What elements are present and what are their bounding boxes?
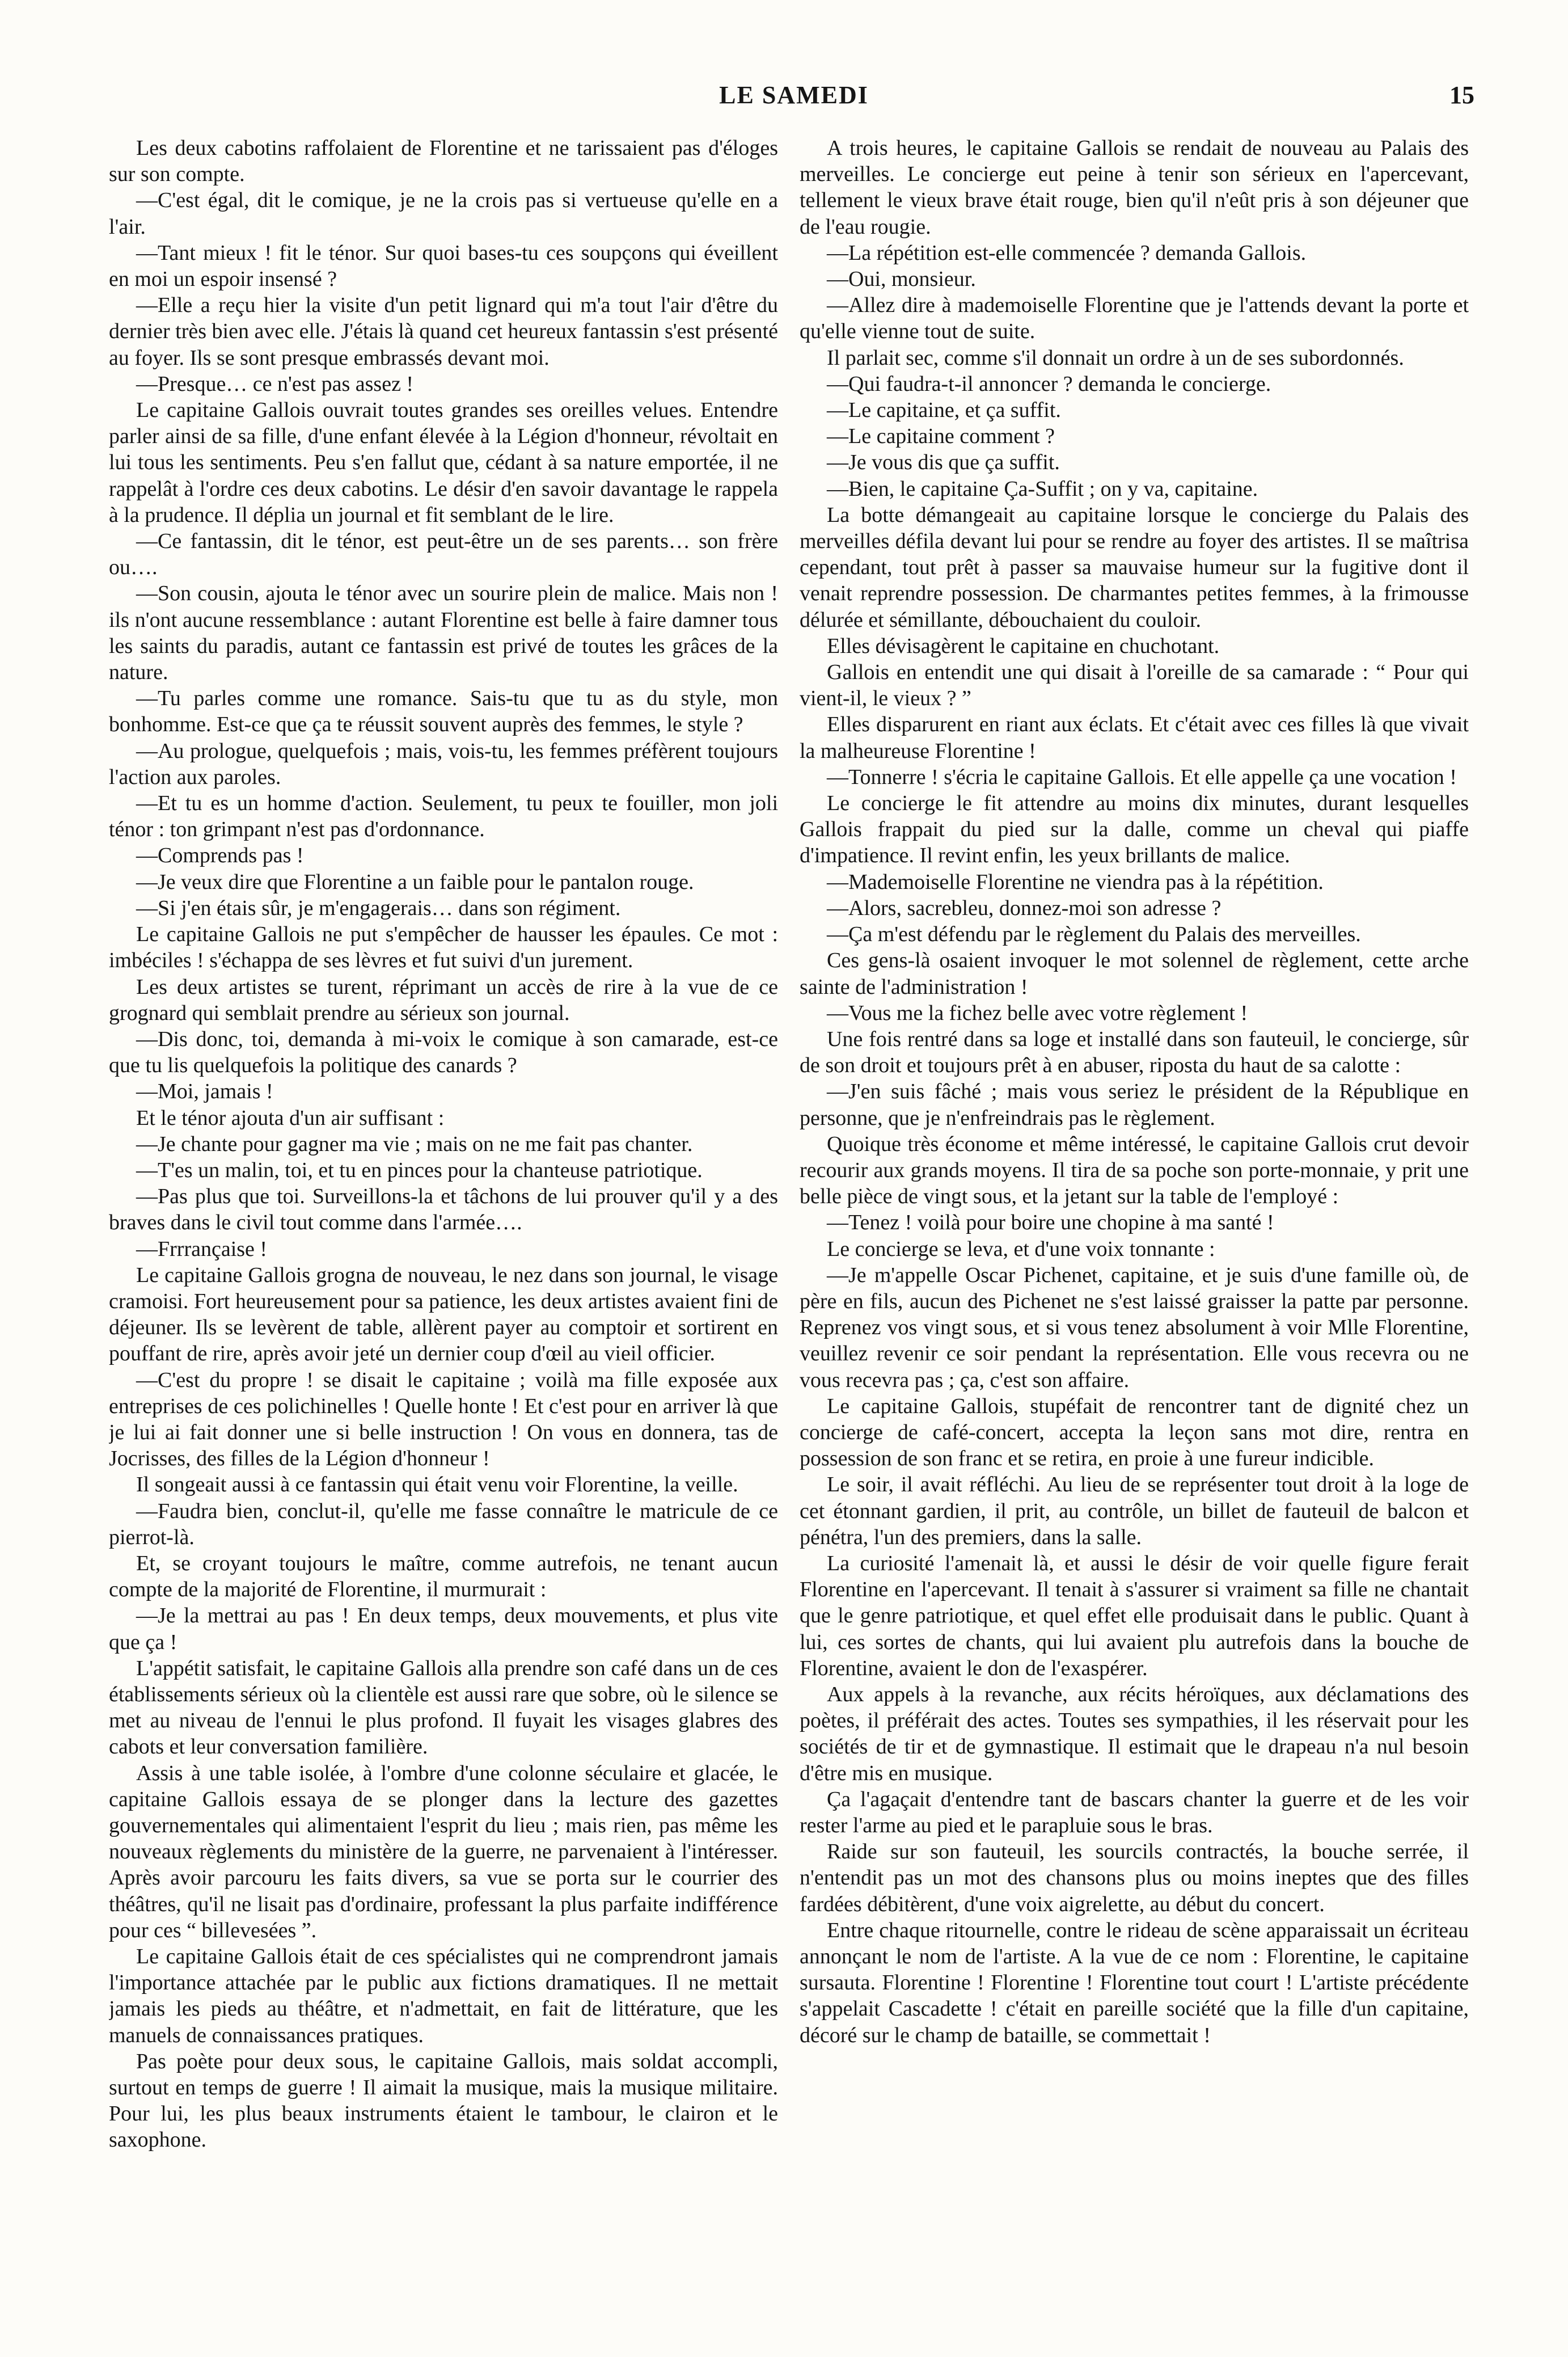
paragraph: —Mademoiselle Florentine ne viendra pas à la répétition. — [827, 870, 1324, 894]
paragraph: Le concierge le fit attendre au moins dix minutes, durant lesquelles Gallois frappait du pied sur la dalle, comme un cheval qui piaffe d'impatience. Il revint enfin, les yeux brillants de malice. — [800, 791, 1469, 868]
paragraph: Le capitaine Gallois était de ces spécialistes qui ne comprendront jamais l'importance attachée par le public aux fictions dramatiques. Il ne mettait jamais les pieds au théâtre, et n'admettait, en fait de littérature, que les manuels de connaissances pratiques. — [109, 1945, 778, 2047]
paragraph: —Bien, le capitaine Ça-Suffit ; on y va, capitaine. — [827, 477, 1258, 501]
paragraph: —C'est du propre ! se disait le capitaine ; voilà ma fille exposée aux entreprises de ces polichinelles ! Quelle honte ! Et c'est pour en arriver là que je lui ai fait donner une si belle instruction ! On vous en donnera, tas de Jocrisses, des filles de la Légion d'honneur ! — [109, 1368, 778, 1471]
paragraph: —Dis donc, toi, demanda à mi-voix le comique à son camarade, est-ce que tu lis quelquefois la politique des canards ? — [109, 1027, 778, 1078]
left-column — [109, 135, 778, 2228]
paragraph: —Oui, monsieur. — [827, 267, 976, 292]
paragraph: Le concierge se leva, et d'une voix tonnante : — [827, 1237, 1215, 1261]
paragraph: L'appétit satisfait, le capitaine Gallois alla prendre son café dans un de ces établissements sérieux où la clientèle est aussi rare que sobre, où le silence se met au niveau de l'ennui le plus profond. Il fuyait les visages glabres des cabots et leur conversation familière. — [109, 1656, 778, 1759]
paragraph: —Tant mieux ! fit le ténor. Sur quoi bases-tu ces soupçons qui éveillent en moi un espoir insensé ? — [109, 241, 778, 292]
paragraph: —Je chante pour gagner ma vie ; mais on ne me fait pas chanter. — [136, 1132, 693, 1156]
paragraph: Il songeait aussi à ce fantassin qui était venu voir Florentine, la veille. — [136, 1473, 738, 1497]
paragraph: —Faudra bien, conclut-il, qu'elle me fasse connaître le matricule de ce pierrot-là. — [109, 1499, 778, 1549]
paragraph: Gallois en entendit une qui disait à l'oreille de sa camarade : “ Pour qui vient-il, le vieux ? ” — [800, 660, 1469, 711]
page-title: LE SAMEDI — [719, 81, 869, 109]
paragraph: Le capitaine Gallois grogna de nouveau, le nez dans son journal, le visage cramoisi. Fort heureusement pour sa patience, les deux artistes avaient fini de déjeuner. Ils se levèrent de table, allèrent payer au comptoir et sortirent en pouffant de rire, après avoir jeté un dernier coup d'œil au vieil officier. — [109, 1263, 778, 1366]
paragraph: Ces gens-là osaient invoquer le mot solennel de règlement, cette arche sainte de l'administration ! — [800, 948, 1469, 999]
paragraph: Entre chaque ritournelle, contre le rideau de scène apparaissait un écriteau annonçant le nom de l'artiste. A la vue de ce nom : Florentine, le capitaine sursauta. Florentine ! Florentine ! Florentine tout court ! L'artiste précédente s'appelait Cascadette ! c'était en pareille société que la fille d'un capitaine, décoré sur le champ de bataille, se commettait ! — [800, 1918, 1469, 2047]
paragraph: —Presque… ce n'est pas assez ! — [136, 372, 414, 396]
paragraph: —Si j'en étais sûr, je m'engagerais… dans son régiment. — [136, 896, 621, 920]
paragraph: Raide sur son fauteuil, les sourcils contractés, la bouche serrée, il n'entendit pas un mot des chansons plus ou moins ineptes que des filles fardées débitèrent, d'une voix aigrelette, au début du concert. — [800, 1840, 1469, 1916]
paragraph: —La répétition est-elle commencée ? demanda Gallois. — [827, 241, 1307, 265]
paragraph: Il parlait sec, comme s'il donnait un ordre à un de ses subordonnés. — [827, 345, 1404, 370]
paragraph: —Elle a reçu hier la visite d'un petit lignard qui m'a tout l'air d'être du dernier très bien avec elle. J'étais là quand cet heureux fantassin s'est présenté au foyer. Ils se sont presque embrassés devant moi. — [109, 293, 778, 370]
paragraph: —Moi, jamais ! — [136, 1080, 273, 1104]
paragraph: Le capitaine Gallois, stupéfait de rencontrer tant de dignité chez un concierge de café-concert, accepta la leçon sans mot dire, rentra en possession de son franc et se retira, en proie à une fureur indicible. — [800, 1394, 1469, 1471]
paragraph: Le soir, il avait réfléchi. Au lieu de se représenter tout droit à la loge de cet étonnant gardien, il prit, au contrôle, un billet de fauteuil de balcon et pénétra, l'un des premiers, dans la salle. — [800, 1473, 1469, 1549]
paragraph: Et, se croyant toujours le maître, comme autrefois, ne tenant aucun compte de la majorité de Florentine, il murmurait : — [109, 1551, 778, 1602]
paragraph: —Qui faudra-t-il annoncer ? demanda le concierge. — [827, 372, 1271, 396]
paragraph: Une fois rentré dans sa loge et installé dans son fauteuil, le concierge, sûr de son droit et toujours prêt à en abuser, riposta du haut de sa calotte : — [800, 1027, 1469, 1078]
paragraph: —Tenez ! voilà pour boire une chopine à ma santé ! — [827, 1211, 1274, 1235]
paragraph: —Je la mettrai au pas ! En deux temps, deux mouvements, et plus vite que ça ! — [109, 1604, 778, 1654]
page-number: 15 — [1449, 81, 1474, 109]
paragraph: Et le ténor ajouta d'un air suffisant : — [136, 1106, 445, 1130]
paragraph: —J'en suis fâché ; mais vous seriez le président de la République en personne, que je n'enfreindrais pas le règlement. — [800, 1080, 1469, 1130]
paragraph: Elles dévisagèrent le capitaine en chuchotant. — [827, 634, 1220, 658]
paragraph: —Son cousin, ajouta le ténor avec un sourire plein de malice. Mais non ! ils n'ont aucune ressemblance : autant Florentine est belle à faire damner tous les saints du paradis, autant ce fantassin est privé de toutes les grâces de la nature. — [109, 581, 778, 685]
right-column — [800, 135, 1469, 2101]
paragraph: —Alors, sacrebleu, donnez-moi son adresse ? — [827, 896, 1222, 920]
paragraph: Assis à une table isolée, à l'ombre d'une colonne séculaire et glacée, le capitaine Gallois essaya de se plonger dans la lecture des gazettes gouvernementales qui alimentaient l'esprit du lieu ; mais rien, pas même les nouveaux règlements du ministère de la guerre, ne parvenaient à l'intéresser. Après avoir parcouru les faits divers, sa vue se porta sur le courrier des théâtres, qu'il ne lisait pas d'ordinaire, professant la plus parfaite indifférence pour ces “ billevesées ”. — [109, 1761, 778, 1942]
paragraph: Elles disparurent en riant aux éclats. Et c'était avec ces filles là que vivait la malheureuse Florentine ! — [800, 712, 1469, 763]
paragraph: —Je veux dire que Florentine a un faible pour le pantalon rouge. — [136, 870, 694, 894]
paragraph: Les deux cabotins raffolaient de Florentine et ne tarissaient pas d'éloges sur son compte. — [109, 136, 778, 187]
paragraph: —Ce fantassin, dit le ténor, est peut-être un de ses parents… son frère ou…. — [109, 529, 778, 580]
paragraph: —Le capitaine comment ? — [827, 424, 1055, 449]
paragraph: —C'est égal, dit le comique, je ne la crois pas si vertueuse qu'elle en a l'air. — [109, 188, 778, 239]
paragraph: La curiosité l'amenait là, et aussi le désir de voir quelle figure ferait Florentine en l'apercevant. Il tenait à s'assurer si vraiment sa fille ne chantait que le genre patriotique, et quel effet elle produisait dans le public. Quant à lui, ces sortes de chants, qui lui avaient plu autrefois dans la bouche de Florentine, avaient le don de l'exaspérer. — [800, 1551, 1469, 1680]
paragraph: —Je vous dis que ça suffit. — [827, 450, 1060, 475]
paragraph: —Comprends pas ! — [136, 844, 304, 868]
paragraph: —Frrrançaise ! — [136, 1237, 268, 1261]
paragraph: A trois heures, le capitaine Gallois se rendait de nouveau au Palais des merveilles. Le concierge eut peine à tenir son sérieux en l'apercevant, tellement le vieux brave était rouge, bien qu'il n'eût pris à son déjeuner que de l'eau rougie. — [800, 136, 1469, 239]
paragraph: —Vous me la fichez belle avec votre règlement ! — [827, 1001, 1248, 1025]
paragraph: Les deux artistes se turent, réprimant un accès de rire à la vue de ce grognard qui semblait prendre au sérieux son journal. — [109, 975, 778, 1025]
paragraph: —Allez dire à mademoiselle Florentine que je l'attends devant la porte et qu'elle vienne tout de suite. — [800, 293, 1469, 344]
paragraph: —T'es un malin, toi, et tu en pinces pour la chanteuse patriotique. — [136, 1158, 703, 1182]
paragraph: —Ça m'est défendu par le règlement du Palais des merveilles. — [827, 922, 1361, 947]
paragraph: —Et tu es un homme d'action. Seulement, tu peux te fouiller, mon joli ténor : ton grimpant n'est pas d'ordonnance. — [109, 791, 778, 842]
paragraph: Aux appels à la revanche, aux récits héroïques, aux déclamations des poètes, il préférait des actes. Toutes ses sympathies, il les réservait pour les sociétés de tir et de gymnastique. Il estimait que le drapeau n'a nul besoin d'être mis en musique. — [800, 1682, 1469, 1785]
paragraph: —Je m'appelle Oscar Pichenet, capitaine, et je suis d'une famille où, de père en fils, aucun des Pichenet ne s'est laissé graisser la patte par personne. Reprenez vos vingt sous, et si vous tenez absolument à voir Mlle Florentine, veuillez revenir ce soir pendant la représentation. Elle vous recevra ou ne vous recevra pas ; ça, c'est son affaire. — [800, 1263, 1469, 1392]
paragraph: Pas poète pour deux sous, le capitaine Gallois, mais soldat accompli, surtout en temps de guerre ! Il aimait la musique, mais la musique militaire. Pour lui, les plus beaux instruments étaient le tambour, le clairon et le saxophone. — [109, 2049, 778, 2152]
paragraph: Quoique très économe et même intéressé, le capitaine Gallois crut devoir recourir aux grands moyens. Il tira de sa poche son porte-monnaie, y prit une belle pièce de vingt sous, et la jetant sur la table de l'employé : — [800, 1132, 1469, 1209]
paragraph: Ça l'agaçait d'entendre tant de bascars chanter la guerre et de les voir rester l'arme au pied et le parapluie sous le bras. — [800, 1787, 1469, 1837]
paragraph: La botte démangeait au capitaine lorsque le concierge du Palais des merveilles défila devant lui pour se rendre au foyer des artistes. Il se maîtrisa cependant, tout prêt à passer sa mauvaise humeur sur la fugitive dont il venait reprendre possession. De charmantes petites femmes, à la frimousse délurée et sémillante, débouchaient du couloir. — [800, 503, 1469, 632]
paragraph: —Pas plus que toi. Surveillons-la et tâchons de lui prouver qu'il y a des braves dans le civil tout comme dans l'armée…. — [109, 1184, 778, 1235]
paragraph: —Tu parles comme une romance. Sais-tu que tu as du style, mon bonhomme. Est-ce que ça te réussit souvent auprès des femmes, le style ? — [109, 686, 778, 737]
paragraph: Le capitaine Gallois ne put s'empêcher de hausser les épaules. Ce mot : imbéciles ! s'échappa de ses lèvres et fut suivi d'un jurement. — [109, 922, 778, 973]
page-header — [108, 70, 1480, 121]
paragraph: —Tonnerre ! s'écria le capitaine Gallois. Et elle appelle ça une vocation ! — [827, 765, 1457, 789]
paragraph: Le capitaine Gallois ouvrait toutes grandes ses oreilles velues. Entendre parler ainsi de sa fille, d'une enfant élevée à la Légion d'honneur, révoltait en lui tous les sentiments. Peu s'en fallut que, cédant à sa nature emportée, il ne rappelât à l'ordre ces deux cabotins. Le désir d'en savoir davantage le rappela à la prudence. Il déplia un journal et fit semblant de le lire. — [109, 398, 778, 527]
paragraph: —Au prologue, quelquefois ; mais, vois-tu, les femmes préfèrent toujours l'action aux paroles. — [109, 739, 778, 789]
paragraph: —Le capitaine, et ça suffit. — [827, 398, 1061, 423]
